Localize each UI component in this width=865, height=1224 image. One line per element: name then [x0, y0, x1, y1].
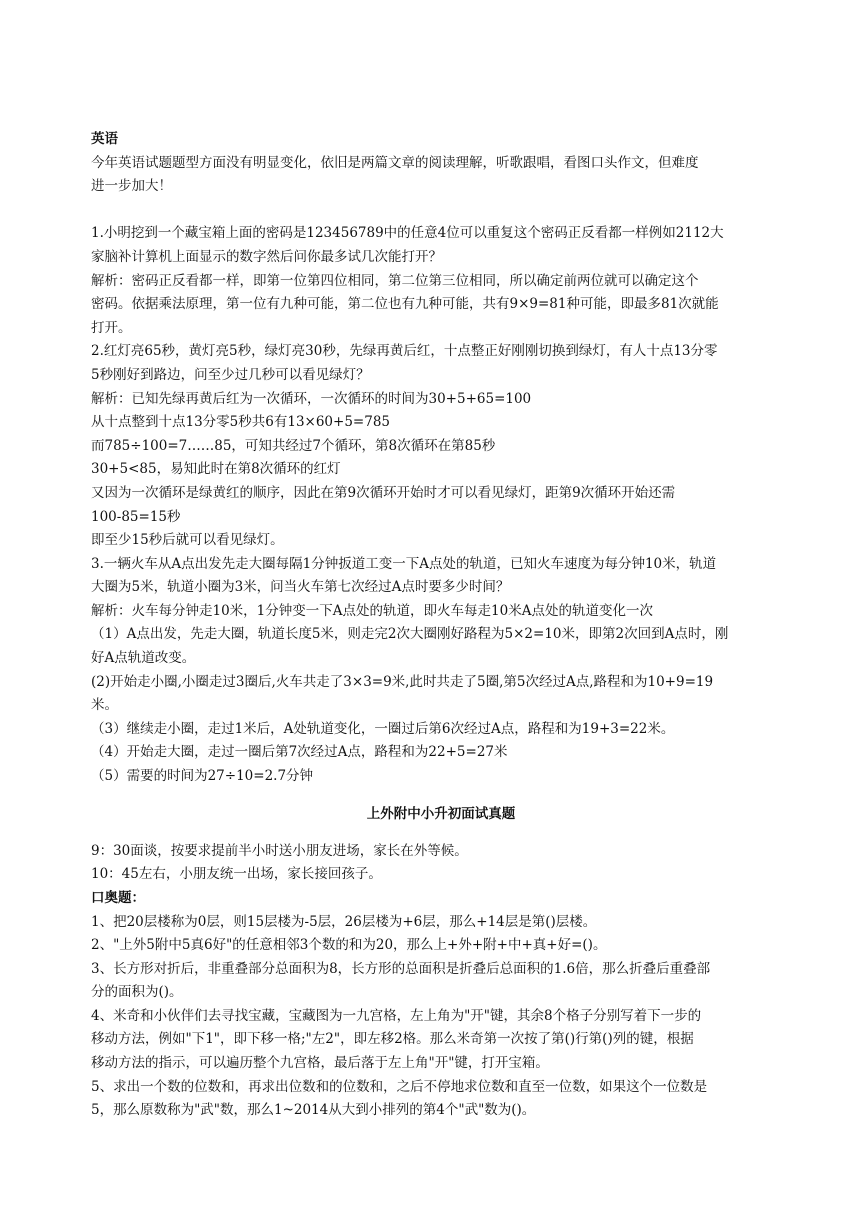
- problem-line: 3.一辆火车从A点出发先走大圈每隔1分钟扳道工变一下A点处的轨道，已知火车速度为每分钟10米，轨道: [91, 555, 717, 572]
- problem-line: （3）继续走小圈，走过1米后，A处轨道变化，一圈过后第6次经过A点，路程和为19+3=22米。: [91, 720, 675, 737]
- oral-question-line: 移动方法的指示，可以遍历整个九宫格，最后落于左上角"开"键，打开宝箱。: [91, 1055, 549, 1072]
- oral-questions: [91, 911, 791, 1123]
- oral-question-line: 2、"上外5附中5真6好"的任意相邻3个数的和为20，那么上+外+附+中+真+好=()。: [91, 937, 607, 954]
- problem-line: 100-85=15秒: [91, 508, 181, 525]
- oral-question-line: 4、米奇和小伙伴们去寻找宝藏，宝藏图为一九宫格，左上角为"开"键，其余8个格子分别写着下一步的: [91, 1007, 702, 1024]
- problem-line: （1）A点出发，先走大圈，轨道长度5米，则走完2次大圈刚好路程为5×2=10米，即第2次回到A点时，刚: [91, 626, 729, 643]
- problem-line: 密码。依据乘法原理，第一位有九种可能，第二位也有九种可能，共有9×9=81种可能，即最多81次就能: [91, 296, 719, 313]
- problem-line: 从十点整到十点13分零5秒共6有13×60+5=785: [91, 414, 391, 431]
- intro-line: 今年英语试题题型方面没有明显变化，依旧是两篇文章的阅读理解，听歌跟唱，看图口头作文，但难度: [91, 154, 699, 171]
- schedule-line: 9：30面谈，按要求提前半小时送小朋友进场，家长在外等候。: [91, 842, 468, 859]
- oral-question-line: 分的面积为()。: [91, 984, 183, 1001]
- problem-line: 解析：密码正反看都一样，即第一位第四位相同，第二位第三位相同，所以确定前两位就可以确定这个: [91, 272, 699, 289]
- problem-line: 大圈为5米，轨道小圈为3米，问当火车第七次经过A点时要多少时间？: [91, 579, 510, 596]
- interview-schedule: [91, 840, 791, 887]
- oral-question-line: 5、求出一个数的位数和，再求出位数和的位数和，之后不停地求位数和直至一位数，如果这个一位数是: [91, 1078, 708, 1095]
- oral-question-line: 移动方法，例如"下1"，即下移一格;"左2"，即左移2格。那么米奇第一次按了第()行第()列的键，根据: [91, 1031, 694, 1048]
- document-page: [91, 128, 791, 1123]
- problem-line: 解析：已知先绿再黄后红为一次循环，一次循环的时间为30+5+65=100: [91, 390, 532, 407]
- problem-line: 30+5<85，易知此时在第8次循环的红灯: [91, 461, 341, 478]
- problem-line: 即至少15秒后就可以看见绿灯。: [91, 532, 284, 549]
- problem-line: 米。: [91, 697, 118, 714]
- problem-line: (2)开始走小圈,小圈走过3圈后,火车共走了3×3=9米,此时共走了5圈,第5次经过A点,路程和为10+9=19: [91, 673, 714, 690]
- oral-heading: 口奥题：: [91, 889, 145, 906]
- problem-line: 又因为一次循环是绿黄红的顺序，因此在第9次循环开始时才可以看见绿灯，距第9次循环开始还需: [91, 484, 676, 501]
- problem-line: 打开。: [91, 319, 132, 336]
- problem-line: （5）需要的时间为27÷10=2.7分钟: [91, 768, 314, 785]
- intro-line: 进一步加大！: [91, 178, 172, 195]
- math-problems: [91, 222, 791, 788]
- schedule-line: 10：45左右，小朋友统一出场，家长接回孩子。: [91, 866, 382, 883]
- problem-line: 而785÷100=7……85，可知共经过7个循环，第8次循环在第85秒: [91, 437, 496, 454]
- spacer: [91, 199, 791, 223]
- oral-question-line: 3、长方形对折后，非重叠部分总面积为8，长方形的总面积是折叠后总面积的1.6倍，那么折叠后重叠部: [91, 960, 711, 977]
- section-title-interview: 上外附中小升初面试真题: [366, 805, 516, 822]
- problem-line: 家脑补计算机上面显示的数字然后问你最多试几次能打开？: [91, 248, 442, 265]
- problem-line: （4）开始走大圈，走过一圈后第7次经过A点，路程和为22+5=27米: [91, 744, 508, 761]
- problem-line: 5秒刚好到路边，问至少过几秒可以看见绿灯？: [91, 366, 370, 383]
- problem-line: 1.小明挖到一个藏宝箱上面的密码是123456789中的任意4位可以重复这个密码正反看都一样例如2112大: [91, 225, 724, 242]
- oral-question-line: 5，那么原数称为"武"数，那么1~2014从大到小排列的第4个"武"数为()。: [91, 1102, 536, 1119]
- english-intro: [91, 152, 791, 199]
- section-heading-english: 英语: [91, 131, 118, 147]
- oral-question-line: 1、把20层楼称为0层，则15层楼为-5层，26层楼为+6层，那么+14层是第()层楼。: [91, 913, 597, 930]
- problem-line: 2.红灯亮65秒，黄灯亮5秒，绿灯亮30秒，先绿再黄后红，十点整正好刚刚切换到绿灯，有人十点13分零: [91, 343, 718, 360]
- problem-line: 好A点轨道改变。: [91, 650, 196, 667]
- problem-line: 解析：火车每分钟走10米，1分钟变一下A点处的轨道，即火车每走10米A点处的轨道变化一次: [91, 602, 653, 619]
